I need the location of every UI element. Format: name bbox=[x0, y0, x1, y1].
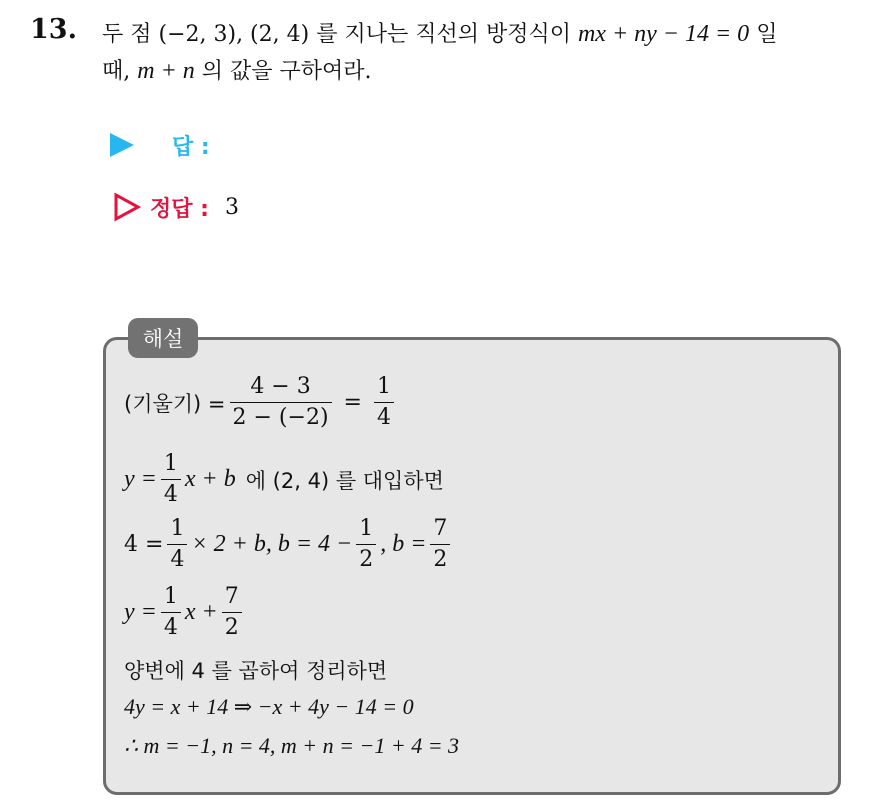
fraction bbox=[167, 516, 187, 573]
fraction-denominator: 2 bbox=[356, 544, 376, 573]
x-plus: x + bbox=[184, 599, 218, 625]
times-two-plus-b: × 2 + b, b = 4 − bbox=[191, 531, 353, 557]
fraction-denominator: 4 bbox=[161, 612, 181, 641]
solution-line-find-b bbox=[124, 516, 454, 573]
answer-label: 답 : bbox=[172, 134, 210, 160]
fraction-numerator: 7 bbox=[433, 516, 448, 541]
fraction-denominator: 4 bbox=[167, 544, 187, 573]
play-icon bbox=[110, 133, 134, 157]
y-equals: y = bbox=[124, 599, 157, 625]
fraction bbox=[374, 374, 394, 431]
fraction-numerator: 4 − 3 bbox=[250, 374, 311, 399]
question-text bbox=[102, 16, 872, 90]
fraction-numerator: 7 bbox=[224, 584, 239, 609]
correct-answer-value: 3 bbox=[224, 194, 239, 220]
answer-row bbox=[110, 127, 210, 163]
fraction-denominator: 4 bbox=[374, 402, 394, 431]
fraction-numerator: 1 bbox=[163, 451, 178, 476]
question-expression: m + n bbox=[137, 58, 195, 84]
fraction-numerator: 1 bbox=[163, 584, 178, 609]
question-text-line2: 때, bbox=[102, 59, 131, 84]
fraction bbox=[230, 374, 332, 431]
fraction-denominator: 2 − (−2) bbox=[230, 402, 332, 431]
solution-line-general-form: 4y = x + 14 ⇒ −x + 4y − 14 = 0 bbox=[124, 694, 414, 719]
equals-sign: = bbox=[343, 390, 362, 415]
solution-line-line-equation bbox=[124, 584, 246, 641]
solution-line-multiply: 양변에 4 를 곱하여 정리하면 bbox=[124, 659, 388, 683]
question-text-line2-end: 의 값을 구하여라. bbox=[201, 59, 372, 84]
question-number: 13. bbox=[30, 14, 77, 45]
substitute-text: 에 (2, 4) 를 대입하면 bbox=[245, 468, 444, 493]
question-equation: mx + ny − 14 = 0 bbox=[577, 21, 750, 47]
four-equals: 4 = bbox=[124, 532, 164, 557]
outline-triangle-icon bbox=[112, 192, 142, 222]
solution-line-equation-form bbox=[124, 451, 444, 508]
fraction bbox=[161, 451, 181, 508]
fraction-numerator: 1 bbox=[359, 516, 374, 541]
question-text-line1-end: 일 bbox=[756, 22, 778, 47]
correct-answer-row bbox=[112, 189, 239, 225]
fraction bbox=[356, 516, 376, 573]
slope-label: (기울기) = bbox=[124, 391, 226, 416]
fraction bbox=[222, 584, 242, 641]
fraction-numerator: 1 bbox=[376, 374, 391, 399]
question-text-line1: 두 점 (−2, 3), (2, 4) 를 지나는 직선의 방정식이 bbox=[102, 22, 571, 47]
fraction-numerator: 1 bbox=[170, 516, 185, 541]
solution-tab: 해설 bbox=[128, 318, 198, 358]
fraction-denominator: 2 bbox=[430, 544, 450, 573]
fraction bbox=[430, 516, 450, 573]
solution-line-conclusion: ∴ m = −1, n = 4, m + n = −1 + 4 = 3 bbox=[124, 733, 460, 758]
fraction bbox=[161, 584, 181, 641]
fraction-denominator: 2 bbox=[222, 612, 242, 641]
y-equals: y = bbox=[124, 466, 157, 492]
correct-answer-label: 정답 : bbox=[150, 196, 209, 222]
solution-line-slope bbox=[124, 374, 398, 431]
b-equals: , b = bbox=[380, 531, 427, 557]
fraction-denominator: 4 bbox=[161, 479, 181, 508]
x-plus-b: x + b bbox=[184, 466, 236, 492]
